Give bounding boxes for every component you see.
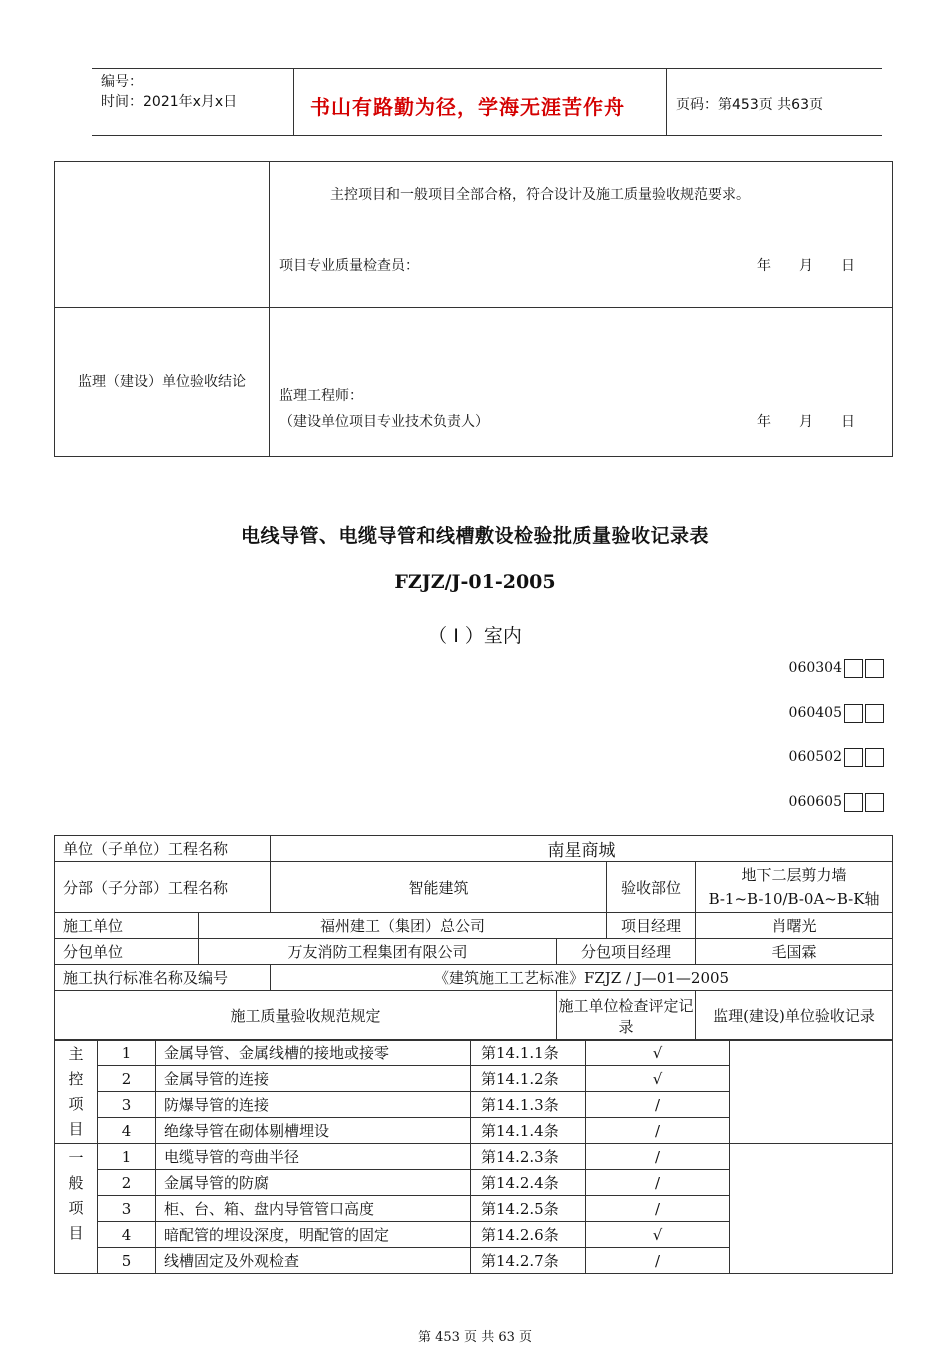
header-top-rule <box>92 68 882 69</box>
unit-project-value: 南星商城 <box>271 836 893 862</box>
header-motto: 书山有路勤为径，学海无涯苦作舟 <box>310 95 625 119</box>
main-items-supervision-cell <box>730 1040 893 1144</box>
item-clause: 第14.2.3条 <box>471 1144 586 1170</box>
group-char: 项 <box>68 1199 84 1217</box>
pm-value: 肖曙光 <box>696 913 893 939</box>
page-footer: 第 453 页 共 63 页 <box>417 1330 533 1345</box>
item-name: 金属导管的防腐 <box>156 1170 471 1196</box>
item-no: 3 <box>98 1196 156 1222</box>
item-clause: 第14.2.7条 <box>471 1248 586 1274</box>
item-result: √ <box>586 1040 730 1066</box>
code-row <box>760 747 884 767</box>
supervision-label: 监理（建设）单位验收结论 <box>55 308 270 457</box>
supervision-cell <box>270 308 893 457</box>
item-clause: 第14.1.1条 <box>471 1040 586 1066</box>
general-items-supervision-cell <box>730 1144 893 1274</box>
header-bottom-rule <box>92 135 882 136</box>
signoff-conclusion-cell <box>270 162 893 308</box>
division-value: 智能建筑 <box>271 862 607 913</box>
header-meta <box>101 72 237 112</box>
item-clause: 第14.1.4条 <box>471 1118 586 1144</box>
item-result: / <box>586 1170 730 1196</box>
col-supervision-header: 监理(建设)单位验收记录 <box>696 991 893 1041</box>
item-result: / <box>586 1092 730 1118</box>
item-no: 4 <box>98 1222 156 1248</box>
item-name: 电缆导管的弯曲半径 <box>156 1144 471 1170</box>
subcontractor-label: 分包单位 <box>55 939 199 965</box>
item-no: 3 <box>98 1092 156 1118</box>
group-char: 控 <box>68 1069 84 1088</box>
code-box[interactable] <box>865 704 884 723</box>
item-clause: 第14.2.6条 <box>471 1222 586 1248</box>
item-clause: 第14.1.3条 <box>471 1092 586 1118</box>
item-result: / <box>586 1196 730 1222</box>
code-box[interactable] <box>865 793 884 812</box>
main-items-group-label <box>55 1040 98 1144</box>
inspector-date: 年 月 日 <box>757 258 855 274</box>
sub-pm-value: 毛国霖 <box>696 939 893 965</box>
code-row <box>760 658 884 678</box>
acceptance-part-value <box>696 862 893 913</box>
code-number: 060502 <box>788 749 842 765</box>
code-box[interactable] <box>865 659 884 678</box>
code-number: 060605 <box>788 794 842 810</box>
item-no: 2 <box>98 1066 156 1092</box>
doc-number-label: 编号： <box>101 74 143 90</box>
doc-time: 时间：2021年x月x日 <box>101 94 238 110</box>
signoff-table <box>54 161 893 457</box>
group-char: 项 <box>68 1094 84 1113</box>
group-char: 目 <box>68 1119 84 1138</box>
item-clause: 第14.1.2条 <box>471 1066 586 1092</box>
code-box[interactable] <box>844 704 863 723</box>
code-row <box>760 792 884 812</box>
header-divider <box>293 68 294 135</box>
pm-label: 项目经理 <box>607 913 696 939</box>
acceptance-part-label: 验收部位 <box>607 862 696 913</box>
acceptance-part-line: 地下二层剪力墙 <box>741 866 847 884</box>
code-box[interactable] <box>844 748 863 767</box>
item-no: 4 <box>98 1118 156 1144</box>
header-page-info: 页码：第453页 共63页 <box>676 97 823 113</box>
item-name: 绝缘导管在砌体剔槽埋设 <box>156 1118 471 1144</box>
form-title: 电线导管、电缆导管和线槽敷设检验批质量验收记录表 <box>240 525 709 547</box>
code-box[interactable] <box>865 748 884 767</box>
code-number: 060405 <box>788 705 842 721</box>
inspector-label: 项目专业质量检查员： <box>279 258 419 274</box>
item-name: 金属导管、金属线槽的接地或接零 <box>156 1040 471 1066</box>
item-name: 柜、台、箱、盘内导管管口高度 <box>156 1196 471 1222</box>
item-clause: 第14.2.4条 <box>471 1170 586 1196</box>
item-clause: 第14.2.5条 <box>471 1196 586 1222</box>
contractor-value: 福州建工（集团）总公司 <box>199 913 607 939</box>
item-no: 1 <box>98 1144 156 1170</box>
standard-value: 《建筑施工工艺标准》FZJZ / J—01—2005 <box>271 965 893 991</box>
code-number: 060304 <box>788 660 842 676</box>
item-no: 5 <box>98 1248 156 1274</box>
col-spec-header: 施工质量验收规范规定 <box>55 991 557 1041</box>
form-subtitle: （ I ）室内 <box>428 625 522 647</box>
inspection-items-table <box>54 1039 893 1274</box>
division-label: 分部（子分部）工程名称 <box>55 862 271 913</box>
contractor-label: 施工单位 <box>55 913 199 939</box>
group-char: 目 <box>68 1224 84 1242</box>
code-row <box>760 703 884 723</box>
sub-pm-label: 分包项目经理 <box>557 939 696 965</box>
item-result: √ <box>586 1222 730 1248</box>
owner-label: （建设单位项目专业技术负责人） <box>279 414 489 430</box>
form-code: FZJZ/J-01-2005 <box>394 571 556 593</box>
item-name: 线槽固定及外观检查 <box>156 1248 471 1274</box>
project-info-table <box>54 835 893 1041</box>
code-box[interactable] <box>844 659 863 678</box>
engineer-label: 监理工程师： <box>279 388 363 404</box>
header-divider <box>666 68 667 135</box>
acceptance-part-line: B-1~B-10/B-0A~B-K轴 <box>708 890 880 908</box>
group-char: 般 <box>68 1174 84 1192</box>
group-char: 一 <box>68 1149 84 1167</box>
item-name: 防爆导管的连接 <box>156 1092 471 1118</box>
item-name: 暗配管的埋设深度，明配管的固定 <box>156 1222 471 1248</box>
col-contractor-check-header: 施工单位检查评定记录 <box>557 991 696 1041</box>
conclusion-text: 主控项目和一般项目全部合格，符合设计及施工质量验收规范要求。 <box>330 187 750 203</box>
item-no: 2 <box>98 1170 156 1196</box>
standard-label: 施工执行标准名称及编号 <box>55 965 271 991</box>
item-name: 金属导管的连接 <box>156 1066 471 1092</box>
unit-project-label: 单位（子单位）工程名称 <box>55 836 271 862</box>
item-result: / <box>586 1144 730 1170</box>
item-result: / <box>586 1118 730 1144</box>
subcontractor-value: 万友消防工程集团有限公司 <box>199 939 557 965</box>
item-result: / <box>586 1248 730 1274</box>
item-no: 1 <box>98 1040 156 1066</box>
code-box[interactable] <box>844 793 863 812</box>
supervision-date: 年 月 日 <box>757 414 855 430</box>
general-items-group-label <box>55 1144 98 1274</box>
item-result: √ <box>586 1066 730 1092</box>
group-char: 主 <box>68 1044 84 1063</box>
signoff-empty-cell <box>55 162 270 308</box>
